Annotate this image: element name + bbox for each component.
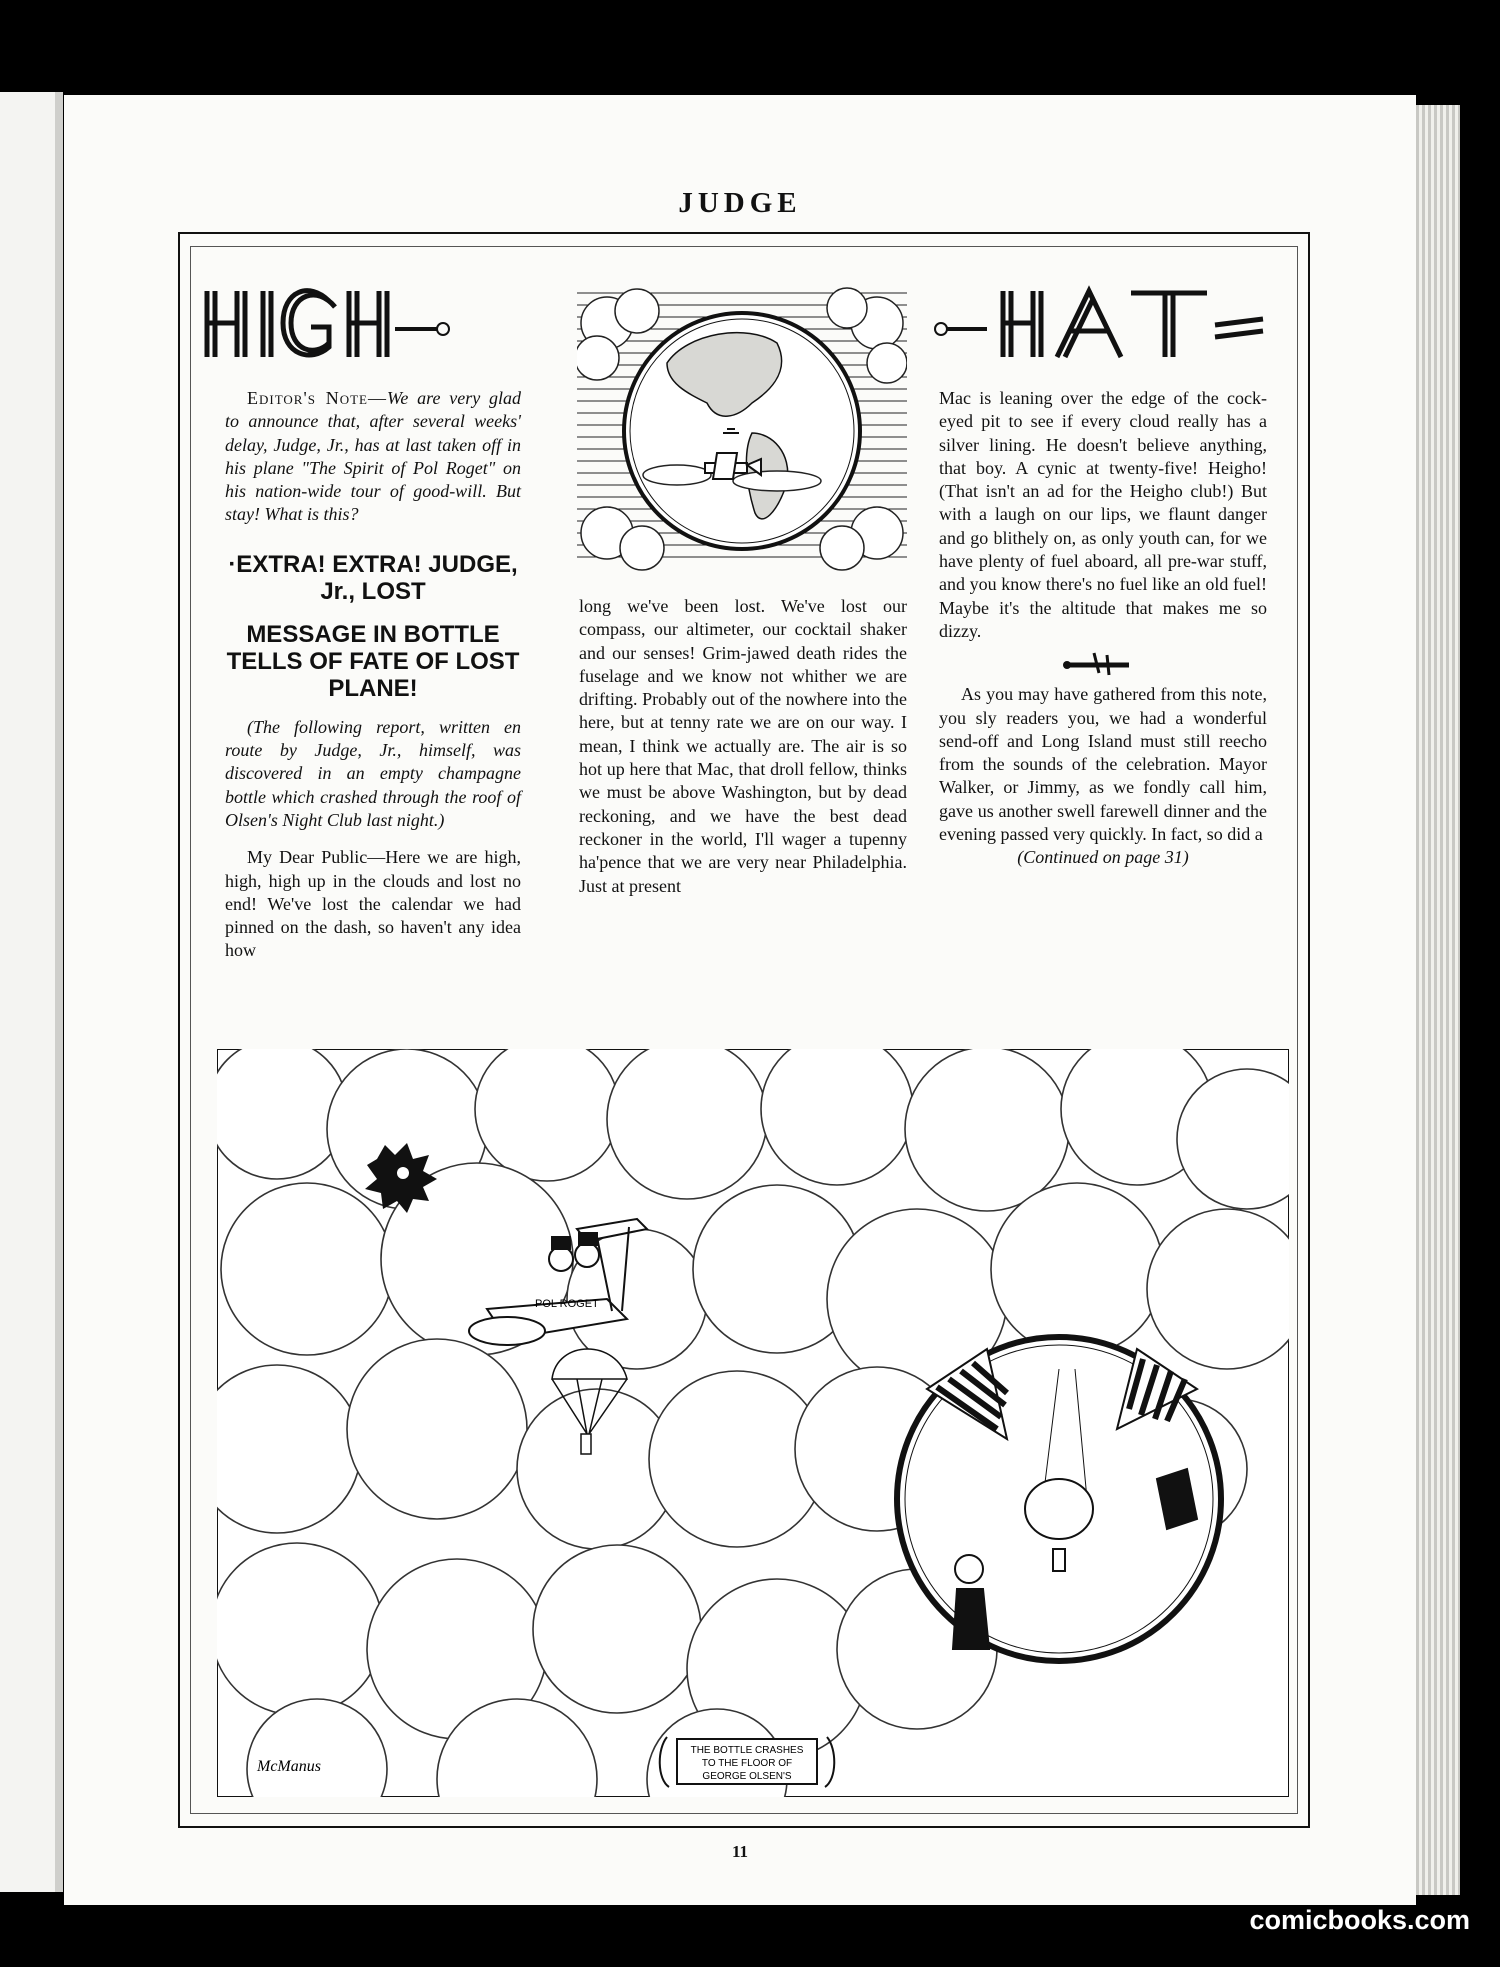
watermark: comicbooks.com <box>1249 1905 1470 1935</box>
masthead-high <box>199 281 569 367</box>
editors-note <box>225 387 521 527</box>
running-head: JUDGE <box>678 187 802 219</box>
column-3-body-1: Mac is leaning over the edge of the cock-eyed pit to see if every cloud really has a silver lining. He doesn't believe anything, that boy. A cynic at twenty-five! Heigho! (That isn't an ad for the Heigho club!) But with a laugh on our lips, we flaunt danger and go blithely on, as only youth can, for we have plenty of fuel aboard, all pre-war stuff, and you know there's no fuel like an old fuel! Maybe it's the altitude that makes me so dizzy. <box>939 388 1267 641</box>
article-frame <box>178 232 1310 1828</box>
column-2-body: long we've been lost. We've lost our compass, our altimeter, our cocktail shaker and our senses! Grim-jawed death rides the fuselage and we know not whither we are drifting. Probably out of the nowhere into the here, but at tenny rate we are on our way. I mean, I think we actually are. The air is so hot up here that Mac, that droll fellow, thinks we must be above Washington, but by dead reckoning, and we have the best dead reckoner in the world, I'll wager a tupenny ha'pence that we are very near Philadelphia. Just at present <box>579 596 907 896</box>
column-3 <box>939 387 1267 870</box>
caption-line-3: GEORGE OLSEN'S <box>702 1771 792 1782</box>
artist-signature: McManus <box>257 1758 321 1775</box>
column-1 <box>225 387 521 963</box>
headline-message-in-bottle: MESSAGE IN BOTTLE TELLS OF FATE OF LOST PLANE! <box>226 620 520 702</box>
masthead-hat <box>917 281 1293 367</box>
masthead-high-text: HIGH- <box>399 357 402 358</box>
editors-note-lead: Editor's Note— <box>247 388 388 408</box>
masthead-hat-lettering <box>917 281 1293 367</box>
gutter-shadow <box>55 92 63 1892</box>
continued-notice: (Continued on page 31) <box>1017 847 1189 868</box>
masthead-hat-text: -HAT- <box>917 281 920 282</box>
cloud-illustration <box>217 1049 1289 1797</box>
airplane-divider-icon <box>939 643 1267 683</box>
airplane-divider <box>939 643 1267 683</box>
plane-lettering: POL ROGET <box>535 1298 599 1310</box>
column-1-body: My Dear Public—Here we are high, high, high up in the clouds and lost no end! We've lost the calendar we had pinned on the dash, so haven't any idea how <box>225 847 521 961</box>
nightclub-inset <box>897 1337 1221 1661</box>
globe-airplane-illustration <box>577 283 907 573</box>
caption-line-2: TO THE FLOOR OF <box>701 1758 793 1769</box>
page-stack-edges <box>1410 105 1460 1895</box>
masthead-high-lettering <box>199 281 569 367</box>
caption-line-1: THE BOTTLE CRASHES <box>690 1745 804 1756</box>
facing-page-edge <box>0 92 62 1892</box>
magazine-page <box>64 95 1416 1905</box>
article-inner-frame <box>190 246 1298 1814</box>
page-number: 11 <box>731 1842 749 1861</box>
report-note: (The following report, written en route by Judge, Jr., himself, was discovered in an empty champagne bottle which crashed through the roof of Olsen's Night Club last night.) <box>225 716 521 830</box>
column-3-body-2: As you may have gathered from this note, you sly readers you, we had a wonderful send-off and Long Island must still reecho from the sounds of the celebration. Mayor Walker, or Jimmy, as we fondly call him, gave us another swell farewell dinner and the evening passed very quickly. In fact, so did a <box>939 684 1267 845</box>
column-2 <box>579 595 907 898</box>
headline-extra: ·EXTRA! EXTRA! JUDGE, Jr., LOST <box>228 550 518 605</box>
editors-note-text: We are very glad to announce that, after several weeks' delay, Judge, Jr., has at last taken off in his plane "The Spirit of Pol Roget" on his nation-wide tour of good-will. But stay! What is this? <box>225 388 521 525</box>
